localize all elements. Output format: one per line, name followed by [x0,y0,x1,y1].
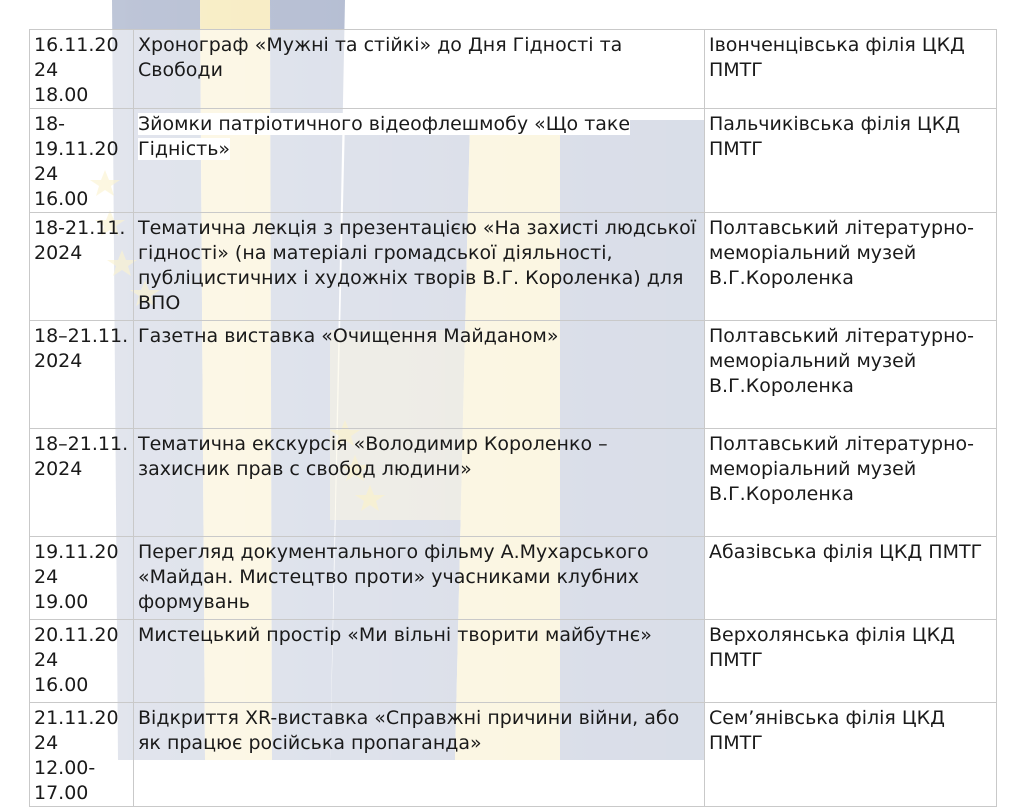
events-table [29,29,997,807]
date-cell: 18–21.11. 2024 [30,429,134,537]
place-cell: Абазівська філія ЦКД ПМТГ [705,537,997,620]
event-cell: Тематична лекція з презентацією «На захисті людської гідності» (на матеріалі громадської діяльності, публіцистичних і художніх творів В.Г. Короленка) для ВПО [134,213,705,321]
date-cell: 18-21.11. 2024 [30,213,134,321]
date-cell: 21.11.2024 12.00-17.00 [30,703,134,807]
table-row [30,703,997,807]
place-cell: Полтавський літературно-меморіальний музей В.Г.Короленка [705,213,997,321]
table-row [30,213,997,321]
date-cell: 18-19.11.2024 16.00 [30,109,134,213]
place-cell: Пальчиківська філія ЦКД ПМТГ [705,109,997,213]
date-cell: 20.11.2024 16.00 [30,620,134,703]
event-cell: Мистецький простір «Ми вільні творити майбутнє» [134,620,705,703]
place-cell: Полтавський літературно-меморіальний музей В.Г.Короленка [705,321,997,429]
date-cell: 18–21.11. 2024 [30,321,134,429]
table-row [30,109,997,213]
place-cell: Івонченцівська філія ЦКД ПМТГ [705,30,997,109]
event-cell: Хронограф «Мужні та стійкі» до Дня Гідності та Свободи [134,30,705,109]
table-row [30,321,997,429]
table-row [30,620,997,703]
table-row [30,537,997,620]
event-cell [134,109,705,213]
place-cell: Сем’янівська філія ЦКД ПМТГ [705,703,997,807]
place-cell: Верхолянська філія ЦКД ПМТГ [705,620,997,703]
event-cell: Перегляд документального фільму А.Мухарського «Майдан. Мистецтво проти» учасниками клубних формувань [134,537,705,620]
event-cell: Газетна виставка «Очищення Майданом» [134,321,705,429]
table-row [30,429,997,537]
date-cell: 19.11.2024 19.00 [30,537,134,620]
table-row [30,30,997,109]
event-text: Зйомки патріотичного відеофлешмобу «Що таке Гідність» [138,113,631,160]
place-cell: Полтавський літературно-меморіальний музей В.Г.Короленка [705,429,997,537]
event-cell: Тематична екскурсія «Володимир Короленко – захисник прав с свобод людини» [134,429,705,537]
date-cell: 16.11.2024 18.00 [30,30,134,109]
event-cell: Відкриття XR-виставка «Справжні причини війни, або як працює російська пропаганда» [134,703,705,807]
